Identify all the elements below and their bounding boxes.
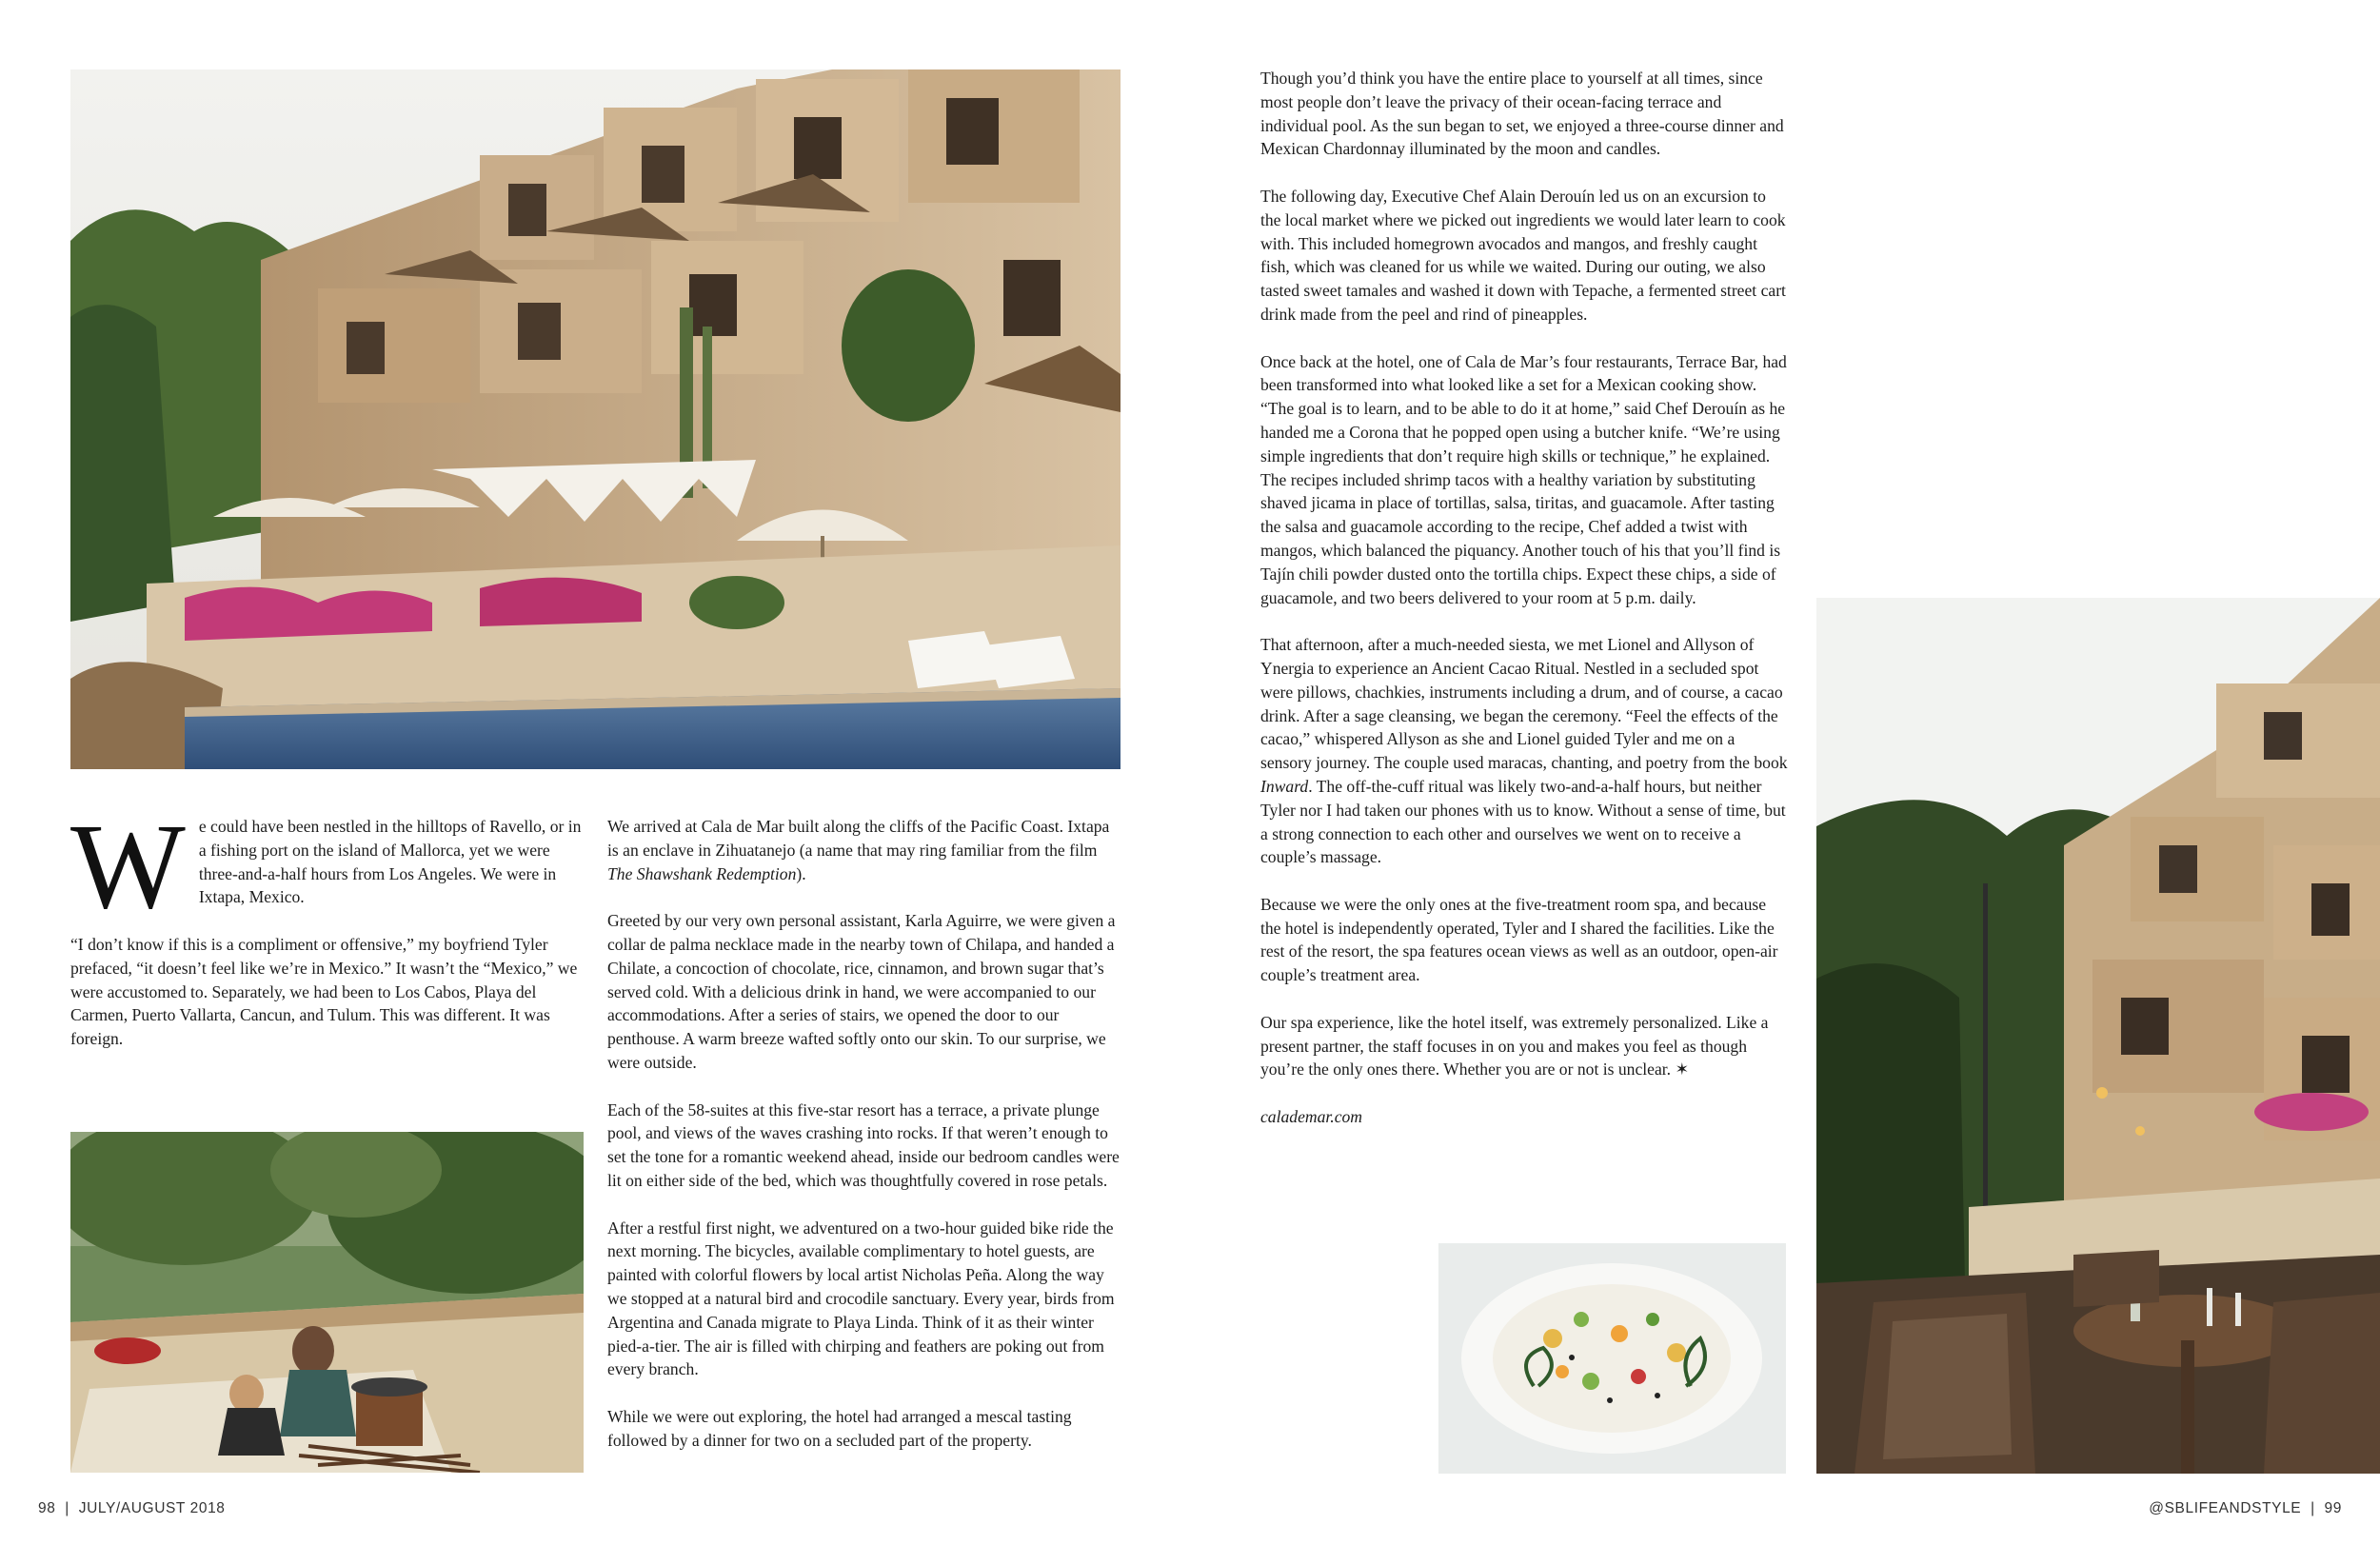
article-column-3 <box>1260 67 1788 1129</box>
cacao-ritual-photo <box>70 1132 584 1473</box>
intro-paragraph <box>70 799 585 934</box>
paragraph-6: After a restful first night, we adventured on a two-hour guided bike ride the next morning. The bicycles, available complimentary to hotel guests, are painted with colorful flowers by local artist Nicholas Peña. Along the way we stopped at a natural bird and crocodile sanctuary. Every year, birds from Argentina and Canada migrate to Playa Linda. Think of it as their winter pied-a-tier. The air is filled with chirping and feathers are poking out from every branch. <box>607 1218 1115 1379</box>
book-title: Inward <box>1260 776 1309 796</box>
terrace-dining-photo <box>1816 598 2380 1474</box>
social-handle: @SBLIFEANDSTYLE <box>2149 1500 2302 1516</box>
paragraph-11 <box>1260 633 1788 869</box>
left-separator: | <box>65 1500 69 1516</box>
paragraph-11-close: . The off-the-cuff ritual was likely two-and-a-half hours, but neither Tyler nor I had taken our phones with us to know. Without a sense of time, but a strong connection to each other and ourselves we went on to receive a couple’s massage. <box>1260 776 1786 867</box>
paragraph-11-text: That afternoon, after a much-needed siesta, we met Lionel and Allyson of Ynergia to experience an Ancient Cacao Ritual. Nestled in a secluded spot were pillows, chachkies, instruments including a drum, and of course, a cacao drink. After a sage cleansing, we began the ceremony. “Feel the effects of the cacao,” whispered Allyson as she and Lionel guided Tyler and me on a sensory journey. The couple used maracas, chanting, and poetry from the book <box>1260 635 1788 773</box>
right-page-number: 99 <box>2324 1500 2342 1516</box>
right-separator: | <box>2311 1500 2315 1516</box>
ceviche-plate-photo <box>1438 1243 1786 1474</box>
paragraph-5: Each of the 58-suites at this five-star resort has a terrace, a private plunge pool, and views of the waves crashing into rocks. If that weren’t enough to set the tone for a romantic weekend ahead, inside our bedroom candles were lit on either side of the bed, which was thoughtfully covered in rose petals. <box>607 1099 1120 1190</box>
paragraph-3-close: ). <box>796 863 806 883</box>
end-mark-icon: ✶ <box>1675 1060 1690 1080</box>
paragraph-9: The following day, Executive Chef Alain Derouín led us on an excursion to the local market where we picked out ingredients we would later learn to cook with. This included homegrown avocados and mangos, and freshly caught fish, which was cleaned for us while we waited. During our outing, we also tasted sweet tamales and washed it down with Tepache, a fermented street cart drink made from the peel and rind of pineapples. <box>1260 186 1786 324</box>
paragraph-3-text: We arrived at Cala de Mar built along the cliffs of the Pacific Coast. Ixtapa is an enclave in Zihuatanejo (a name that may ring familiar from the film <box>607 817 1110 860</box>
paragraph-3 <box>607 815 1121 885</box>
article-column-2 <box>607 815 1121 1453</box>
left-folio <box>38 1500 226 1517</box>
left-page-number: 98 <box>38 1500 56 1516</box>
film-title: The Shawshank Redemption <box>607 863 797 883</box>
paragraph-10: Once back at the hotel, one of Cala de Mar’s four restaurants, Terrace Bar, had been transformed into what looked like a set for a Mexican cooking show. “The goal is to learn, and to be able to do it at home,” said Chef Derouín as he handed me a Corona that he popped open using a butcher knife. “We’re using simple ingredients that don’t require high skills or technique,” he explained. The recipes included shrimp tacos with a healthy variation by substituting shaved jicama in place of tortillas, salsa, tiritas, and guacamole. After tasting the salsa and guacamole according to the recipe, Chef added a twist with mangos, which balanced the piquancy. Another touch of his that you’ll find is Tajín chili powder dusted onto the tortilla chips. Expect these chips, a side of guacamole, and two beers delivered to your room at 5 p.m. daily. <box>1260 351 1787 607</box>
issue-date: JULY/AUGUST 2018 <box>78 1500 226 1516</box>
drop-cap: W <box>70 799 186 934</box>
paragraph-13-text: Our spa experience, like the hotel itself, was extremely personalized. Like a present partner, the staff focuses in on you and makes you feel as though you’re the only ones there. Whether you are or not is unclear. <box>1260 1012 1769 1080</box>
paragraph-12: Because we were the only ones at the five-treatment room spa, and because the hotel is independently operated, Tyler and I shared the facilities. Like the rest of the resort, the spa features ocean views as well as an outdoor, open-air couple’s treatment area. <box>1260 894 1778 985</box>
intro-text: e could have been nestled in the hilltops of Ravello, or in a fishing port on the island of Mallorca, yet we were three-and-a-half hours from Los Angeles. We were in Ixtapa, Mexico. <box>198 817 582 907</box>
right-folio <box>2149 1500 2342 1517</box>
paragraph-7: While we were out exploring, the hotel had arranged a mescal tasting followed by a dinner for two on a secluded part of the property. <box>607 1406 1072 1450</box>
resort-pool-photo <box>70 69 1121 769</box>
paragraph-8: Though you’d think you have the entire place to yourself at all times, since most people don’t leave the privacy of their ocean-facing terrace and individual pool. As the sun began to set, we enjoyed a three-course dinner and Mexican Chardonnay illuminated by the moon and candles. <box>1260 69 1784 159</box>
paragraph-2: “I don’t know if this is a compliment or offensive,” my boyfriend Tyler prefaced, “it doesn’t feel like we’re in Mexico.” It wasn’t the “Mexico,” we were accustomed to. Separately, we had been to Los Cabos, Playa del Carmen, Puerto Vallarta, Cancun, and Tulum. This was different. It was foreign. <box>70 934 578 1049</box>
paragraph-4: Greeted by our very own personal assistant, Karla Aguirre, we were given a collar de palma necklace made in the nearby town of Chilapa, and handed a Chilate, a concoction of chocolate, rice, cinnamon, and brown sugar that’s served cold. With a delicious drink in hand, we were accompanied to our accommodations. After a series of stairs, we opened the door to our penthouse. A warm breeze wafted softly onto our skin. To our surprise, we were outside. <box>607 911 1116 1072</box>
paragraph-13 <box>1260 1011 1788 1081</box>
article-column-1 <box>70 799 585 1051</box>
website-link[interactable]: calademar.com <box>1260 1107 1363 1127</box>
